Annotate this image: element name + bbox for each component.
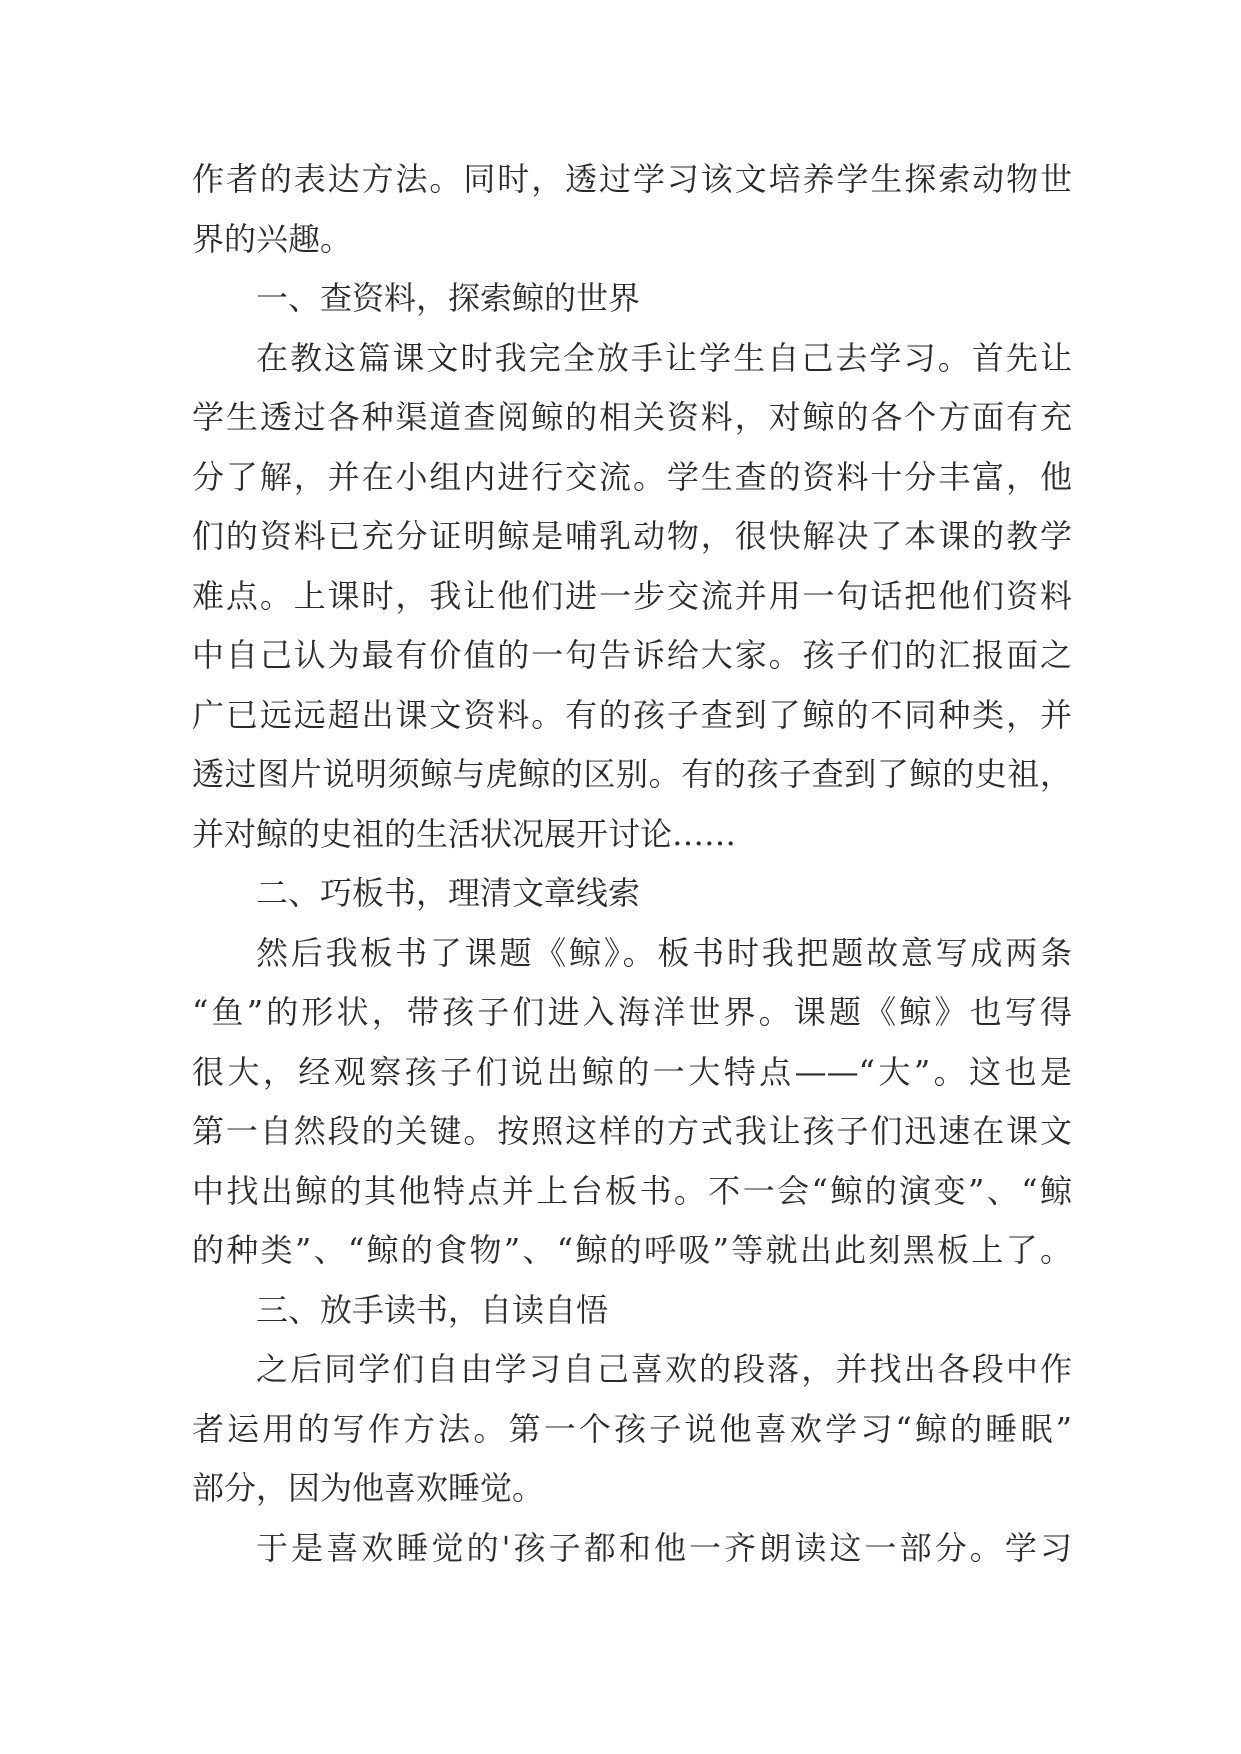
- text-line: 透过图片说明须鲸与虎鲸的区别。有的孩子查到了鲸的史祖，: [192, 755, 1072, 793]
- text-line: 中自己认为最有价值的一句告诉给大家。孩子们的汇报面之: [192, 636, 1072, 674]
- text-line: 很大，经观察孩子们说出鲸的一大特点——“大”。这也是: [192, 1052, 1072, 1091]
- text-line: 部分，因为他喜欢睡觉。: [192, 1469, 545, 1507]
- text-line: 第一自然段的关键。按照这样的方式我让孩子们迅速在课文: [192, 1112, 1072, 1150]
- section-heading-2: 二、巧板书，理清文章线索: [256, 874, 641, 912]
- text-line: 的种类”、“鲸的食物”、“鲸的呼吸”等就出此刻黑板上了。: [192, 1231, 1072, 1269]
- text-line: 分了解，并在小组内进行交流。学生查的资料十分丰富，他: [192, 457, 1072, 496]
- text-line: 并对鲸的史祖的生活状况展开讨论……: [192, 814, 737, 853]
- section-heading-1: 一、查资料，探索鲸的世界: [256, 279, 641, 317]
- text-line: 广已远远超出课文资料。有的孩子查到了鲸的不同种类，并: [192, 695, 1072, 734]
- text-line: 们的资料已充分证明鲸是哺乳动物，很快解决了本课的教学: [192, 517, 1072, 555]
- text-line: 者运用的写作方法。第一个孩子说他喜欢学习“鲸的睡眠”: [192, 1409, 1072, 1448]
- text-line: 然后我板书了课题《鲸》。板书时我把题故意写成两条: [256, 933, 1072, 972]
- text-line: 在教这篇课文时我完全放手让学生自己去学习。首先让: [256, 338, 1072, 377]
- text-line: 学生透过各种渠道查阅鲸的相关资料，对鲸的各个方面有充: [192, 398, 1072, 436]
- text-line: 中找出鲸的其他特点并上台板书。不一会“鲸的演变”、“鲸: [192, 1171, 1072, 1210]
- text-line: 之后同学们自由学习自己喜欢的段落，并找出各段中作: [256, 1350, 1072, 1388]
- body-text: [192, 150, 1072, 1578]
- text-line: 界的兴趣。: [192, 219, 353, 258]
- text-line: 于是喜欢睡觉的'孩子都和他一齐朗读这一部分。学习: [256, 1528, 1072, 1567]
- text-line: “鱼”的形状，带孩子们进入海洋世界。课题《鲸》也写得: [192, 993, 1072, 1031]
- section-heading-3: 三、放手读书，自读自悟: [256, 1290, 609, 1329]
- text-line: 难点。上课时，我让他们进一步交流并用一句话把他们资料: [192, 576, 1072, 615]
- text-line: 作者的表达方法。同时，透过学习该文培养学生探索动物世: [192, 160, 1072, 198]
